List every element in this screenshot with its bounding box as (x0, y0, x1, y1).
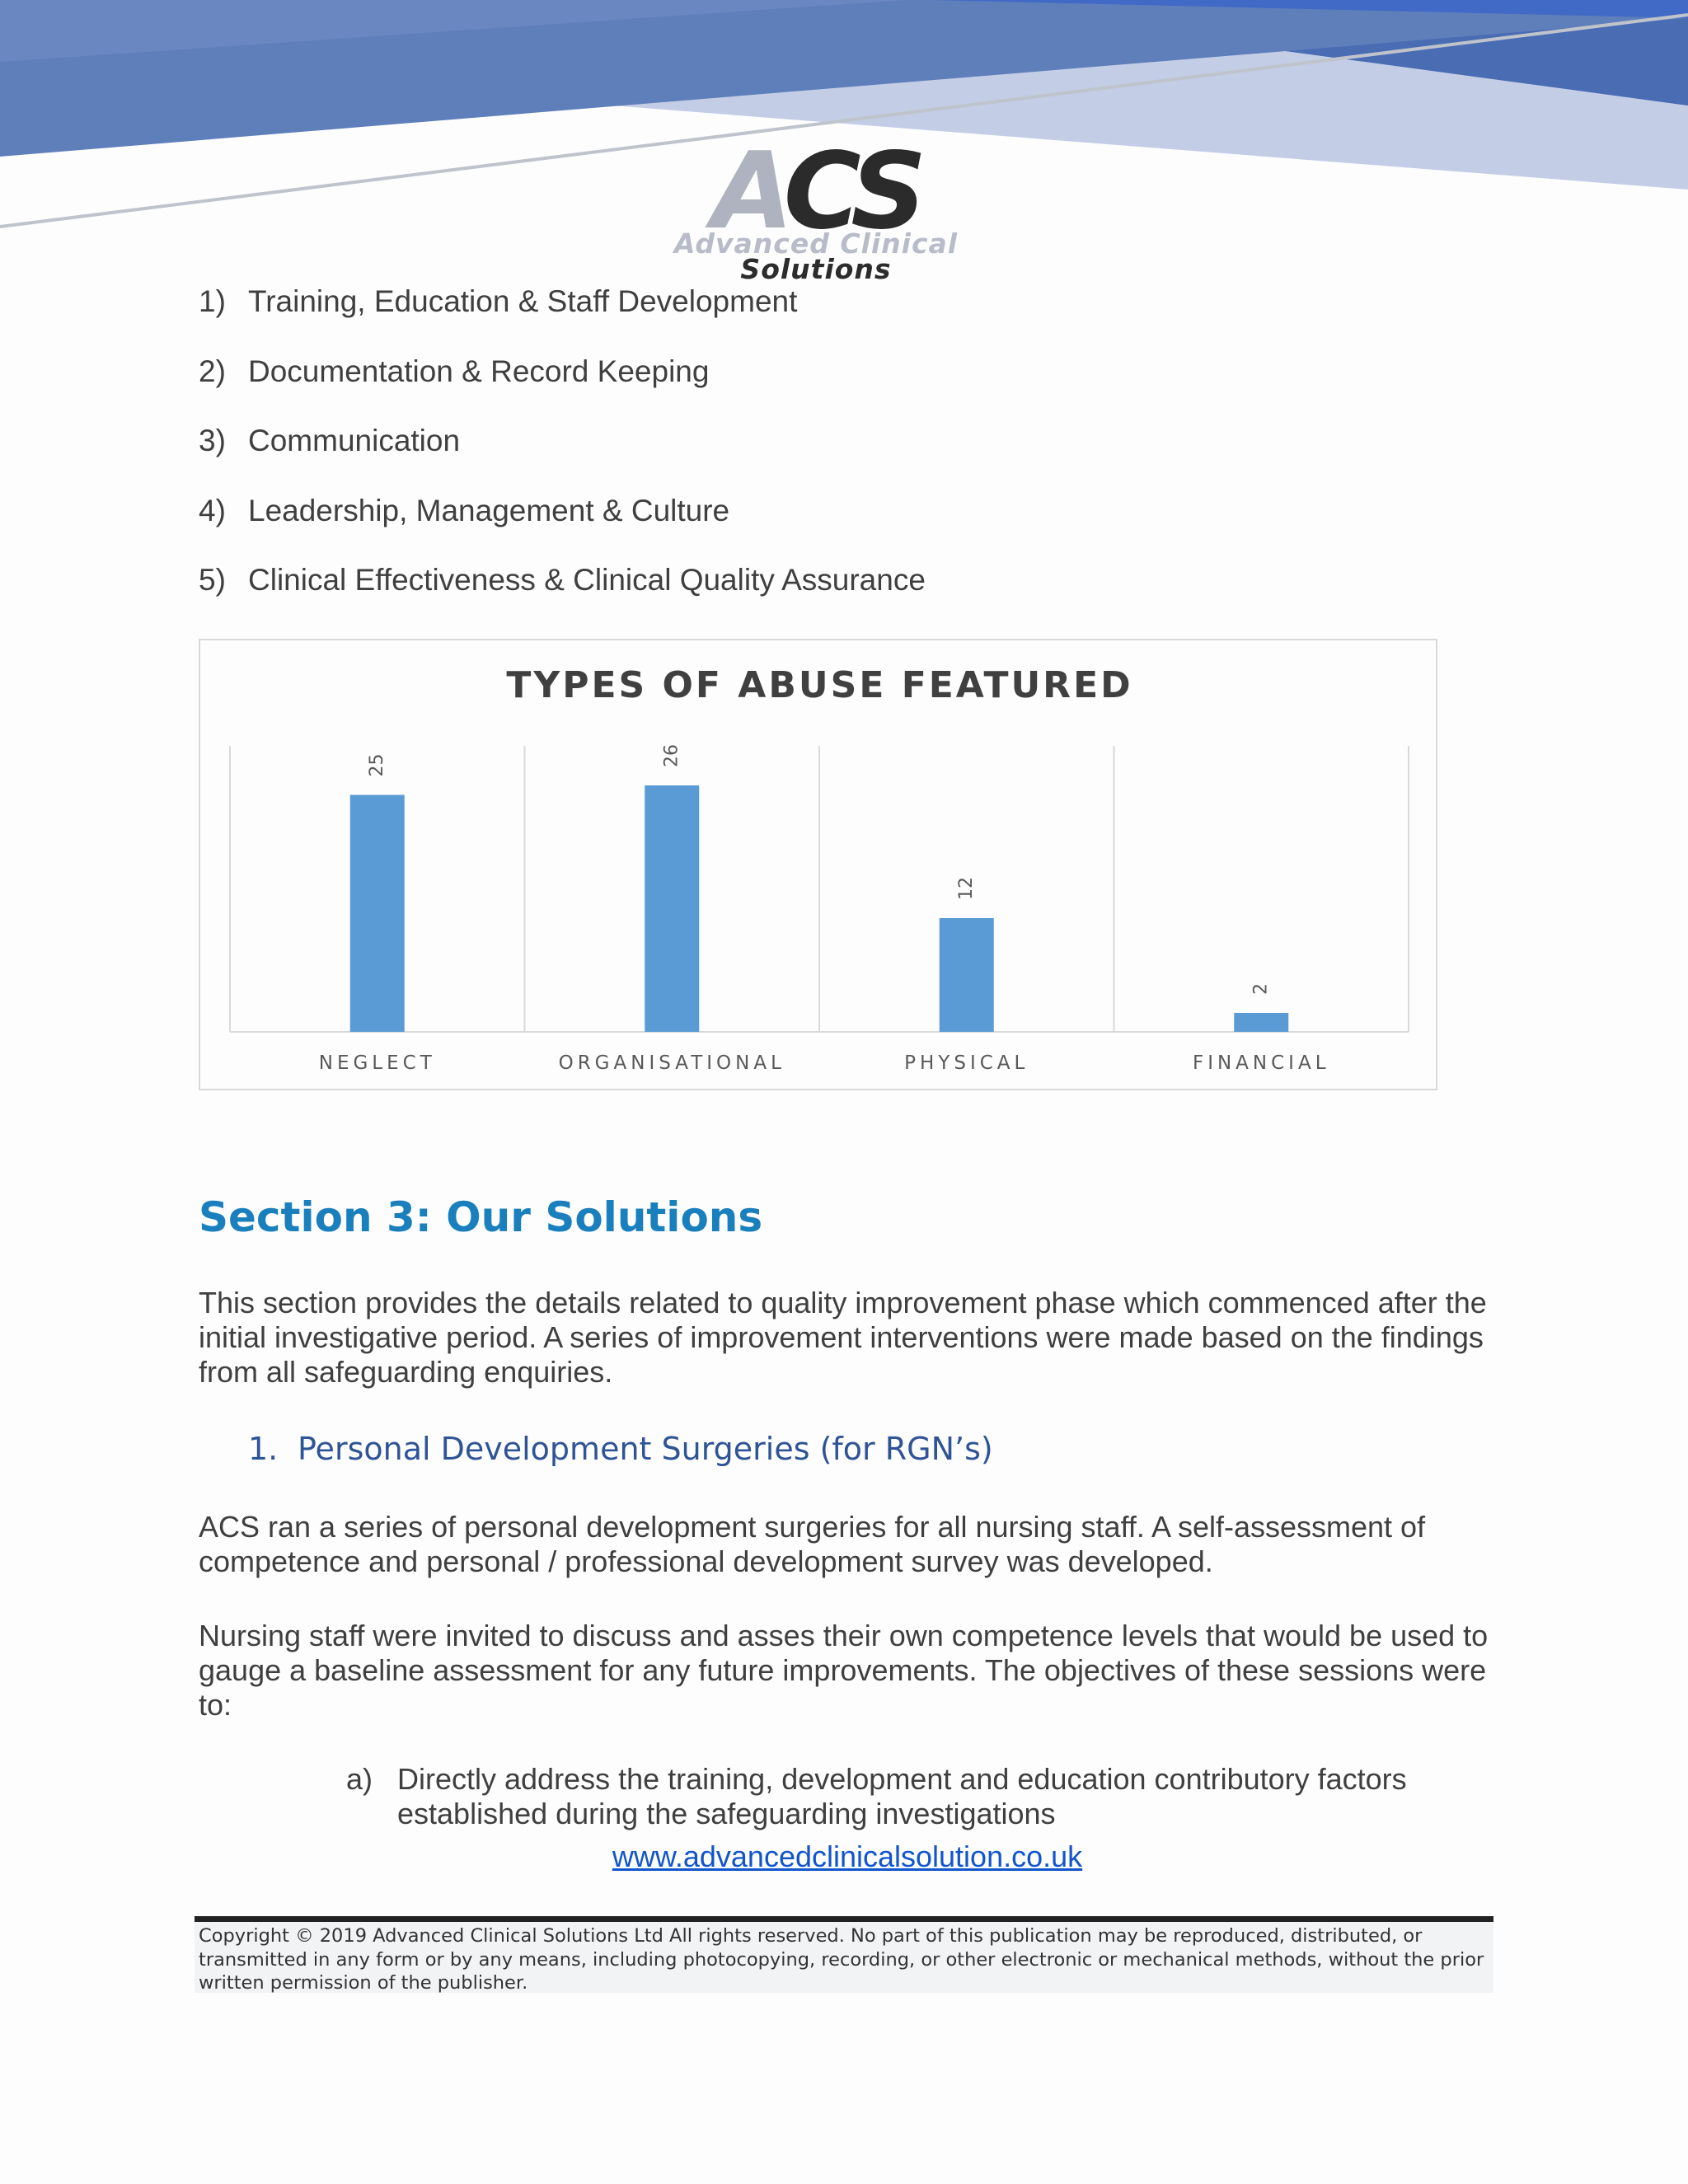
list-item-text: Leadership, Management & Culture (248, 493, 730, 527)
section-title: Section 3: Our Solutions (199, 1193, 763, 1241)
list-item-text: Training, Education & Staff Development (248, 284, 798, 318)
acs-logo (659, 142, 973, 284)
logo-line-2: Solutions (740, 253, 892, 285)
list-item (199, 494, 926, 564)
list-item (199, 354, 926, 424)
list-item-text: Communication (248, 424, 461, 457)
subheading-number: 1. (248, 1431, 279, 1467)
bar-neglect (350, 795, 405, 1033)
subheading-text: Personal Development Surgeries (for RGN’s) (298, 1431, 993, 1467)
data-label-neglect: 25 (366, 753, 387, 777)
list-item (199, 563, 926, 633)
x-tick-label-physical: PHYSICAL (904, 1052, 1029, 1074)
copyright-notice: Copyright © 2019 Advanced Clinical Solutions Ltd All rights reserved. No part of this publication may be reproduced, distributed, or transmitted in any form or by any means, including photocopying, recording, or other electronic or mechanical methods, without the prior written permission of the publisher. (199, 1925, 1484, 1994)
list-item-text: Documentation & Record Keeping (248, 354, 710, 388)
list-item-number: 4) (199, 493, 226, 527)
list-item-number: 2) (199, 354, 226, 388)
bar-physical (940, 918, 994, 1032)
data-label-organisational: 26 (661, 744, 682, 767)
paragraph-objectives: Nursing staff were invited to discuss and asses their own competence levels that would be used to gauge a baseline assessment for any future improvements. The objectives of these sessions were to: (199, 1619, 1489, 1722)
x-tick-label-neglect: NEGLECT (318, 1052, 436, 1074)
objective-text: Directly address the training, development and education contributory factors established during the safeguarding investigations (397, 1762, 1407, 1830)
list-item-text: Clinical Effectiveness & Clinical Quality Assurance (248, 563, 926, 597)
logo-line-1: Advanced Clinical (673, 227, 959, 260)
list-item-number: 1) (199, 284, 226, 318)
list-item (199, 284, 926, 354)
data-label-physical: 12 (955, 877, 977, 900)
bar-financial (1234, 1013, 1288, 1032)
footer-divider (195, 1916, 1493, 1922)
list-item (199, 424, 926, 494)
subheading (248, 1431, 993, 1467)
abuse-types-chart (199, 639, 1437, 1090)
section-intro: This section provides the details related to quality improvement phase which commenced after the initial investigative period. A series of improvement interventions were made based on the findings from all safeguarding enquiries. (199, 1286, 1487, 1389)
bar-organisational (645, 785, 699, 1032)
x-tick-label-organisational: ORGANISATIONAL (558, 1052, 785, 1074)
chart-canvas (200, 640, 1439, 1092)
paragraph-surgeries: ACS ran a series of personal development surgeries for all nursing staff. A self-assessment of competence and personal / professional development survey was developed. (199, 1510, 1426, 1578)
list-item-number: 3) (199, 424, 226, 457)
contributory-factors-list (199, 284, 926, 633)
x-tick-label-financial: FINANCIAL (1192, 1052, 1330, 1074)
svg-text:ACS: ACS (711, 142, 921, 234)
objective-item (346, 1762, 1500, 1831)
chart-title: TYPES OF ABUSE FEATURED (506, 664, 1133, 706)
list-item-number: 5) (199, 563, 226, 597)
website-link[interactable]: www.advancedclinicalsolution.co.uk (612, 1840, 1083, 1873)
acs-logo-mark (659, 142, 973, 234)
data-label-financial: 2 (1250, 983, 1272, 995)
objective-letter: a) (346, 1762, 373, 1796)
